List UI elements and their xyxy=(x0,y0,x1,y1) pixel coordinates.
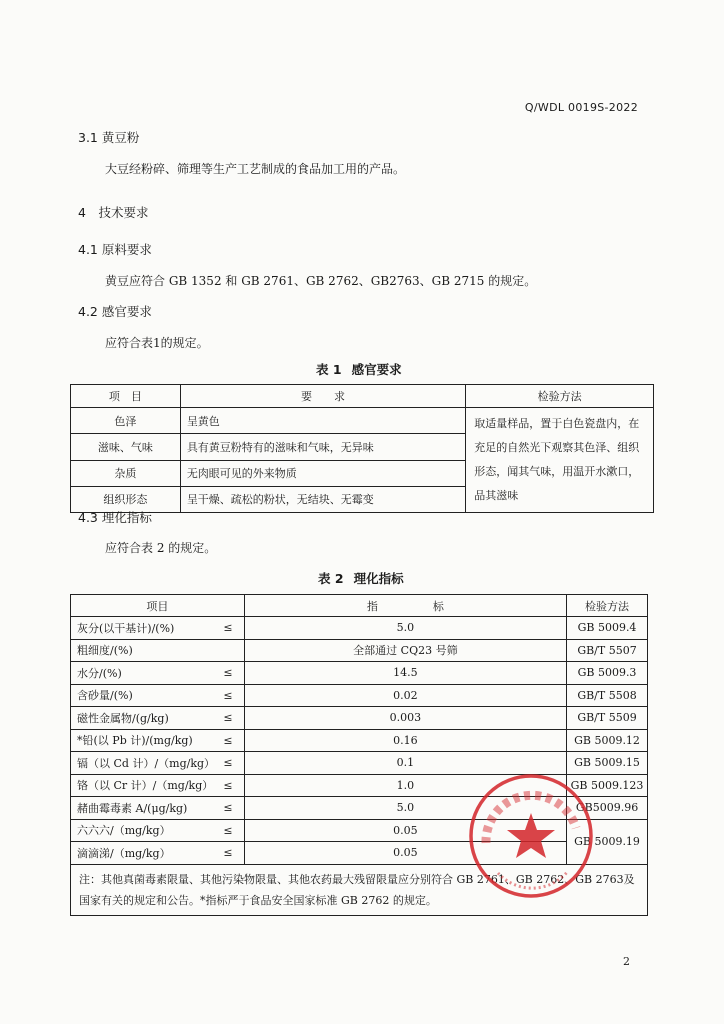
header-indicator: 指 标 xyxy=(244,595,566,617)
item-cell: *铅(以 Pb 计)/(mg/kg) xyxy=(71,729,213,752)
symbol-cell xyxy=(212,639,244,662)
item-cell: 色泽 xyxy=(71,408,181,434)
value-cell: 0.02 xyxy=(244,684,566,707)
item-cell: 滋味、气味 xyxy=(71,434,181,460)
method-cell: GB 5009.19 xyxy=(567,819,648,864)
method-cell: GB/T 5509 xyxy=(567,707,648,730)
table-row xyxy=(71,707,648,730)
table2-caption xyxy=(318,569,404,587)
requirement-cell: 无肉眼可见的外来物质 xyxy=(180,460,465,486)
symbol-cell: ≤ xyxy=(212,662,244,685)
symbol-cell: ≤ xyxy=(212,617,244,640)
symbol-cell: ≤ xyxy=(212,707,244,730)
table1-caption-number: 表 1 xyxy=(316,362,342,377)
item-cell: 铬（以 Cr 计）/（mg/kg） xyxy=(71,774,213,797)
table-row xyxy=(71,662,648,685)
table1-caption xyxy=(316,360,402,378)
symbol-cell: ≤ xyxy=(212,842,244,865)
value-cell: 0.003 xyxy=(244,707,566,730)
table-row xyxy=(71,752,648,775)
item-cell: 赭曲霉毒素 A/(μg/kg) xyxy=(71,797,213,820)
symbol-cell: ≤ xyxy=(212,729,244,752)
header-method: 检验方法 xyxy=(466,385,654,408)
table2-caption-number: 表 2 xyxy=(318,571,344,586)
item-cell: 六六六/（mg/kg） xyxy=(71,819,213,842)
section-4-1-title: 4.1 原料要求 xyxy=(78,242,152,257)
section-4-3-text: 应符合表 2 的规定。 xyxy=(105,541,217,555)
table-header-row xyxy=(71,595,648,617)
symbol-cell: ≤ xyxy=(212,752,244,775)
sensory-requirements-table xyxy=(70,384,654,513)
header-item: 项 目 xyxy=(71,385,181,408)
section-3-1-text: 大豆经粉碎、筛理等生产工艺制成的食品加工用的产品。 xyxy=(105,162,406,176)
method-cell: 取适量样品，置于白色瓷盘内，在充足的自然光下观察其色泽、组织形态，闻其气味，用温开水漱口，品其滋味 xyxy=(466,408,654,513)
table-row xyxy=(71,617,648,640)
table-row xyxy=(71,684,648,707)
item-cell: 水分/(%) xyxy=(71,662,213,685)
table-row xyxy=(71,729,648,752)
symbol-cell: ≤ xyxy=(212,774,244,797)
section-4-2-title: 4.2 感官要求 xyxy=(78,304,152,319)
value-cell: 0.05 xyxy=(244,842,566,865)
document-code: Q/WDL 0019S-2022 xyxy=(524,101,638,114)
table2-caption-title: 理化指标 xyxy=(353,571,404,586)
method-cell: GB 5009.123 xyxy=(567,774,648,797)
method-cell: GB 5009.15 xyxy=(567,752,648,775)
item-cell: 杂质 xyxy=(71,460,181,486)
item-cell: 粗细度/(%) xyxy=(71,639,213,662)
header-method: 检验方法 xyxy=(567,595,648,617)
symbol-cell: ≤ xyxy=(212,684,244,707)
table-row xyxy=(71,408,654,434)
method-cell: GB/T 5508 xyxy=(567,684,648,707)
method-cell: GB 5009.12 xyxy=(567,729,648,752)
value-cell: 0.1 xyxy=(244,752,566,775)
item-cell: 组织形态 xyxy=(71,486,181,512)
table-note: 注：其他真菌毒素限量、其他污染物限量、其他农药最大残留限量应分别符合 GB 2761、GB 2762、GB 2763及国家有关的规定和公告。*指标严于食品安全国家标准 GB 2762 的规定。 xyxy=(71,864,648,915)
requirement-cell: 具有黄豆粉特有的滋味和气味，无异味 xyxy=(180,434,465,460)
page-number: 2 xyxy=(623,955,630,968)
header-item: 项目 xyxy=(71,595,245,617)
official-seal-stamp xyxy=(468,773,594,899)
value-cell: 5.0 xyxy=(244,797,566,820)
value-cell: 0.05 xyxy=(244,819,566,842)
value-cell: 全部通过 CQ23 号筛 xyxy=(244,639,566,662)
section-4-title: 4 技术要求 xyxy=(78,205,149,220)
item-cell: 含砂量/(%) xyxy=(71,684,213,707)
method-cell: GB 5009.4 xyxy=(567,617,648,640)
method-cell: GB 5009.3 xyxy=(567,662,648,685)
value-cell: 14.5 xyxy=(244,662,566,685)
section-4-3-title: 4.3 理化指标 xyxy=(78,510,152,525)
section-4-1-text: 黄豆应符合 GB 1352 和 GB 2761、GB 2762、GB2763、GB 2715 的规定。 xyxy=(105,274,537,288)
value-cell: 1.0 xyxy=(244,774,566,797)
table-header-row xyxy=(71,385,654,408)
value-cell: 5.0 xyxy=(244,617,566,640)
requirement-cell: 呈干燥、疏松的粉状，无结块、无霉变 xyxy=(180,486,465,512)
table-row xyxy=(71,639,648,662)
requirement-cell: 呈黄色 xyxy=(180,408,465,434)
section-4-2-text: 应符合表1的规定。 xyxy=(105,336,209,350)
item-cell: 滴滴涕/（mg/kg） xyxy=(71,842,213,865)
item-cell: 镉（以 Cd 计）/（mg/kg） xyxy=(71,752,213,775)
symbol-cell: ≤ xyxy=(212,819,244,842)
header-requirement: 要 求 xyxy=(180,385,465,408)
method-cell: GB/T 5507 xyxy=(567,639,648,662)
item-cell: 灰分(以干基计)/(%) xyxy=(71,617,213,640)
table1-caption-title: 感官要求 xyxy=(351,362,402,377)
value-cell: 0.16 xyxy=(244,729,566,752)
section-3-1-title: 3.1 黄豆粉 xyxy=(78,130,140,145)
method-cell: GB5009.96 xyxy=(567,797,648,820)
item-cell: 磁性金属物/(g/kg) xyxy=(71,707,213,730)
symbol-cell: ≤ xyxy=(212,797,244,820)
